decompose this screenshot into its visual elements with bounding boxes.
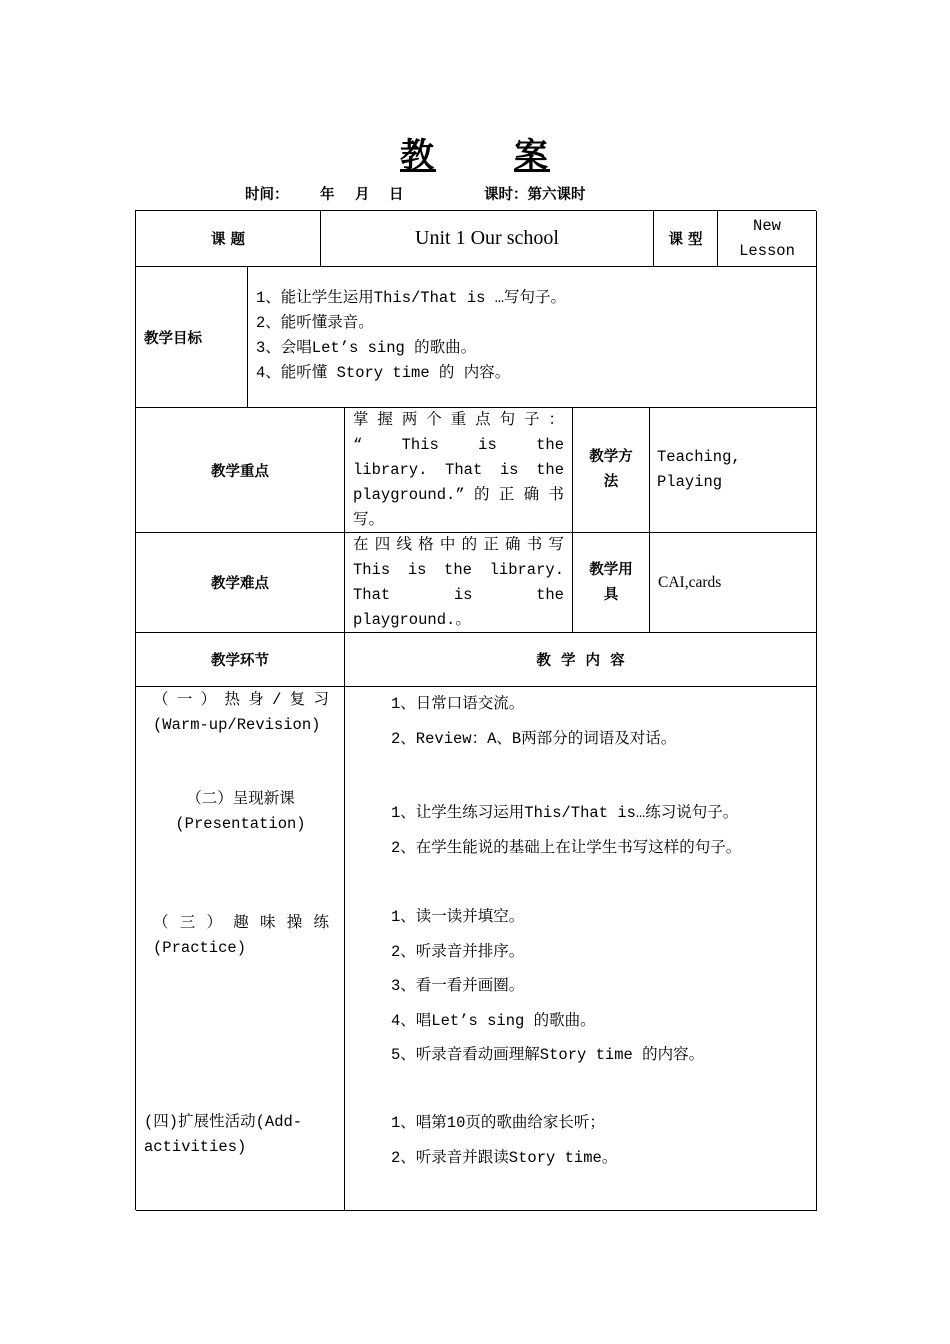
- method-value: Teaching, Playing: [650, 408, 817, 533]
- type-label: 课 型: [654, 211, 718, 267]
- step-4-title: (四)扩展性活动(Add-: [144, 1113, 303, 1131]
- step-2-title: （二）呈现新课: [186, 790, 295, 808]
- topic-label: 课 题: [136, 211, 321, 267]
- steps-header: 教学环节: [136, 633, 345, 687]
- key-points-text: 掌握两个重点句子： “ This is the library. That is the playground.”的正确书 写。: [345, 408, 573, 533]
- content-item: 2、听录音并跟读Story time。: [391, 1148, 618, 1167]
- step-2-subtitle: (Presentation): [175, 815, 306, 833]
- difficulty-text: 在四线格中的正确书写 This is the library. That is the playground.。: [345, 533, 573, 633]
- day-label: 日: [389, 187, 404, 203]
- content-header: 教 学 内 容: [345, 633, 817, 687]
- period-label: 课时：第六课时: [484, 187, 586, 203]
- step-3-title: （三）趣味操练: [153, 914, 329, 932]
- step-4-subtitle: activities): [144, 1138, 247, 1156]
- time-label: 时间：: [245, 187, 289, 203]
- content-item: 1、日常口语交流。: [391, 695, 525, 713]
- content-item: 1、读一读并填空。: [391, 908, 525, 926]
- type-value: New Lesson: [718, 211, 817, 267]
- difficulty-label: 教学难点: [136, 533, 345, 633]
- lesson-plan-table: [135, 210, 816, 1210]
- goals-label: 教学目标: [136, 267, 248, 408]
- page-title: 教 案: [400, 136, 550, 176]
- step-1-subtitle: (Warm-up/Revision): [153, 716, 321, 734]
- goal-item: 1、能让学生运用This/That is …写句子。: [256, 289, 567, 307]
- content-item: 4、唱Let’s sing 的歌曲。: [391, 1011, 596, 1030]
- steps-column: [136, 687, 345, 1211]
- method-label: 教学方 法: [573, 408, 650, 533]
- step-3-subtitle: (Practice): [153, 939, 247, 957]
- content-item: 5、听录音看动画理解Story time 的内容。: [391, 1046, 705, 1064]
- step-1-title: （一）热身/复习: [153, 691, 329, 709]
- year-label: 年: [320, 187, 335, 203]
- goal-item: 4、能听懂 Story time 的 内容。: [256, 364, 511, 382]
- content-item: 1、唱第10页的歌曲给家长听；: [391, 1114, 605, 1132]
- topic-value: Unit 1 Our school: [321, 211, 654, 267]
- content-item: 3、看一看并画圈。: [391, 977, 525, 995]
- tools-label: 教学用 具: [573, 533, 650, 633]
- content-item: 2、Review：A、B两部分的词语及对话。: [391, 729, 677, 748]
- content-column: [345, 687, 817, 1211]
- goal-item: 2、能听懂录音。: [256, 314, 374, 332]
- content-item: 2、听录音并排序。: [391, 942, 525, 961]
- content-item: 1、让学生练习运用This/That is…练习说句子。: [391, 804, 739, 822]
- month-label: 月: [355, 187, 370, 203]
- goal-item: 3、会唱Let’s sing 的歌曲。: [256, 339, 477, 357]
- tools-value: CAI,cards: [650, 533, 817, 633]
- goals-list: [248, 267, 817, 408]
- content-item: 2、在学生能说的基础上在让学生书写这样的句子。: [391, 838, 742, 857]
- key-points-label: 教学重点: [136, 408, 345, 533]
